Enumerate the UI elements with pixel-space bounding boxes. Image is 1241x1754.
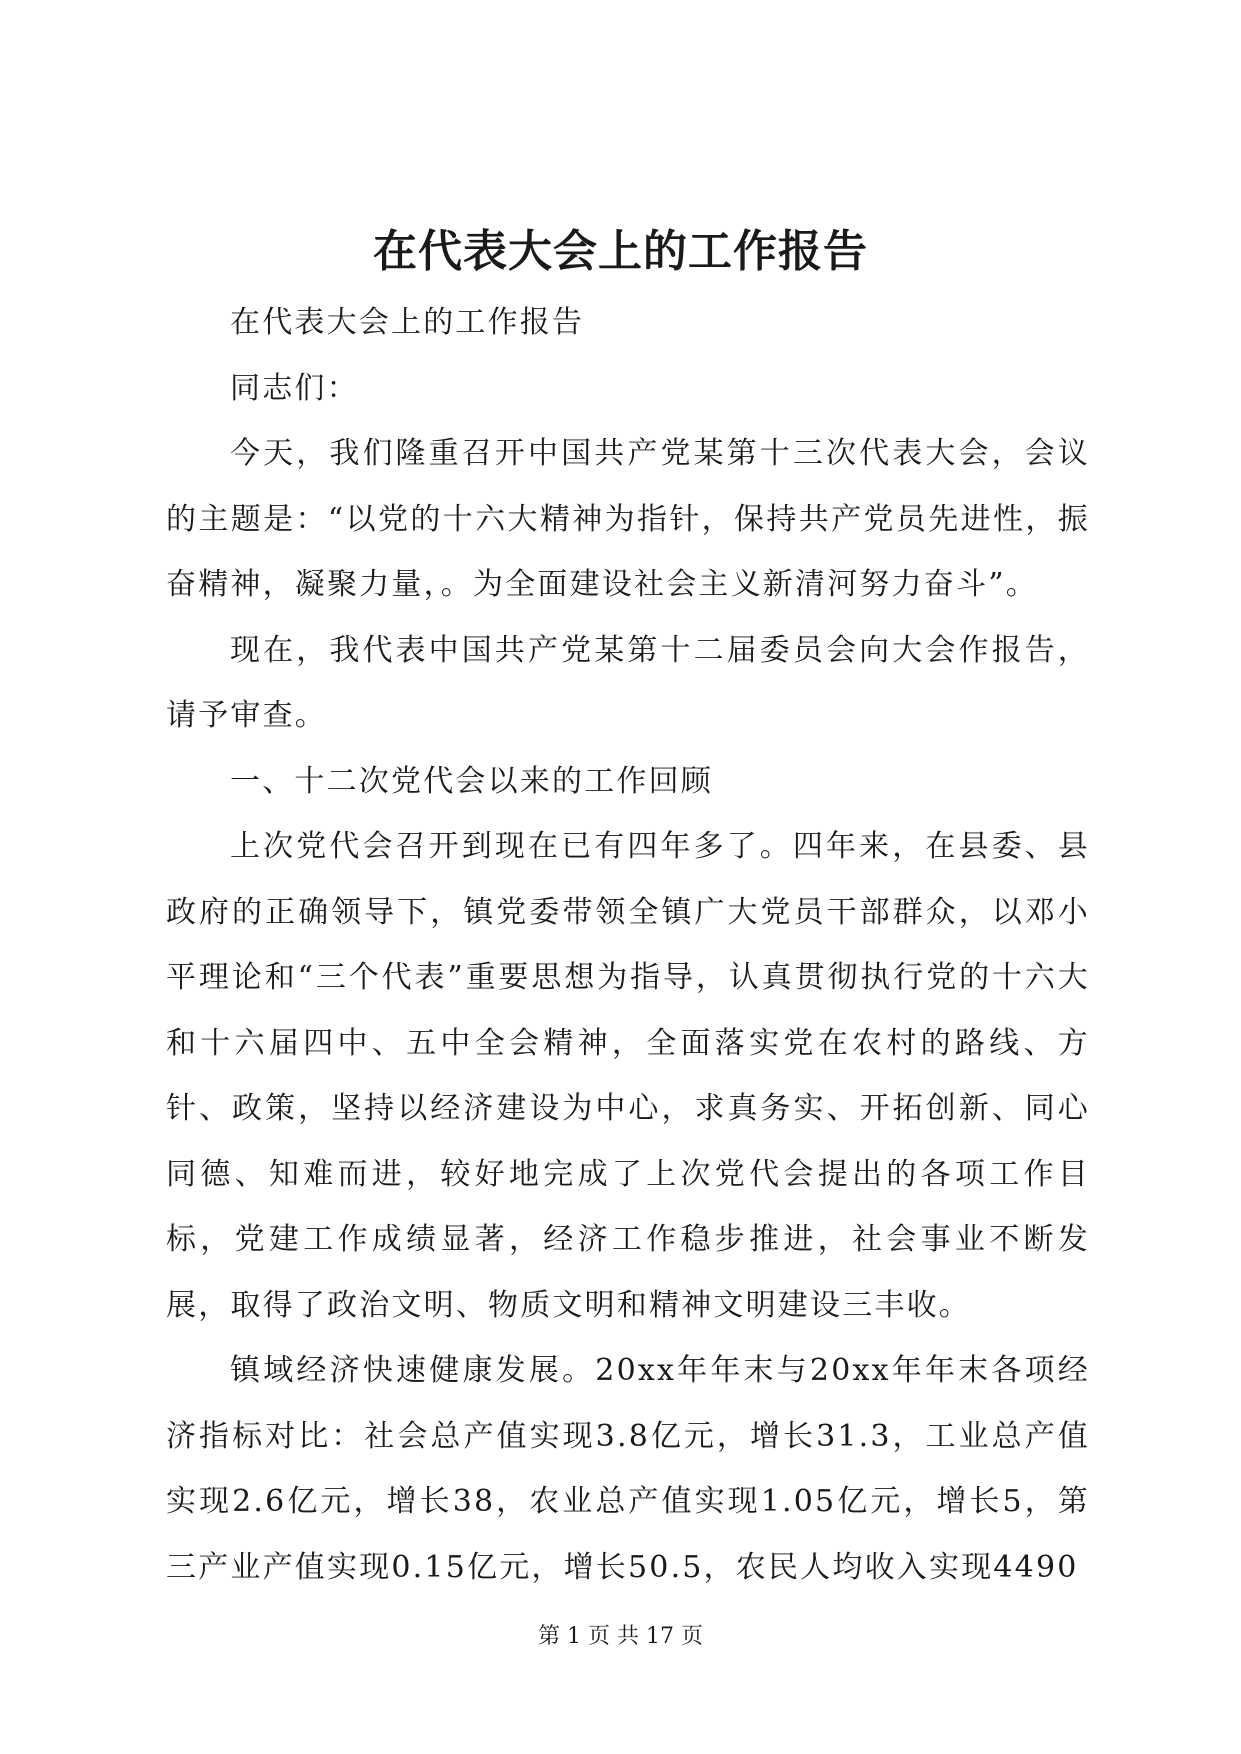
paragraph-report-statement: 现在，我代表中国共产党某第十二届委员会向大会作报告，请予审查。: [166, 632, 1090, 733]
paragraph-subtitle: 在代表大会上的工作报告: [230, 305, 585, 340]
page-footer: 第 1 页 共 17 页: [538, 1624, 703, 1649]
paragraph-economy: 镇域经济快速健康发展。20xx年年末与20xx年年末各项经济指标对比：社会总产值实现3.8亿元，增长31.3，工业总产值实现2.6亿元，增长38，农业总产值实现1.05亿元，增长5，第三产业产值实现0.15亿元，增长50.5，农民人均收入实现4490: [166, 1353, 1090, 1585]
paragraph-intro: 今天，我们隆重召开中国共产党某第十三次代表大会，会议的主题是：“以党的十六大精神为指针，保持共产党员先进性，振奋精神，凝聚力量，。为全面建设社会主义新清河努力奋斗”。: [166, 436, 1090, 602]
paragraph-review: 上次党代会召开到现在已有四年多了。四年来，在县委、县政府的正确领导下，镇党委带领全镇广大党员干部群众，以邓小平理论和“三个代表”重要思想为指导，认真贯彻执行党的十六大和十六届四中、五中全会精神，全面落实党在农村的路线、方针、政策，坚持以经济建设为中心，求真务实、开拓创新、同心同德、知难而进，较好地完成了上次党代会提出的各项工作目标，党建工作成绩显著，经济工作稳步推进，社会事业不断发展，取得了政治文明、物质文明和精神文明建设三丰收。: [166, 829, 1090, 1323]
document-body: [166, 290, 1090, 1600]
paragraph-salutation: 同志们：: [230, 370, 359, 406]
document-title: 在代表大会上的工作报告: [373, 226, 868, 277]
section-heading-review: 一、十二次党代会以来的工作回顾: [230, 763, 713, 799]
